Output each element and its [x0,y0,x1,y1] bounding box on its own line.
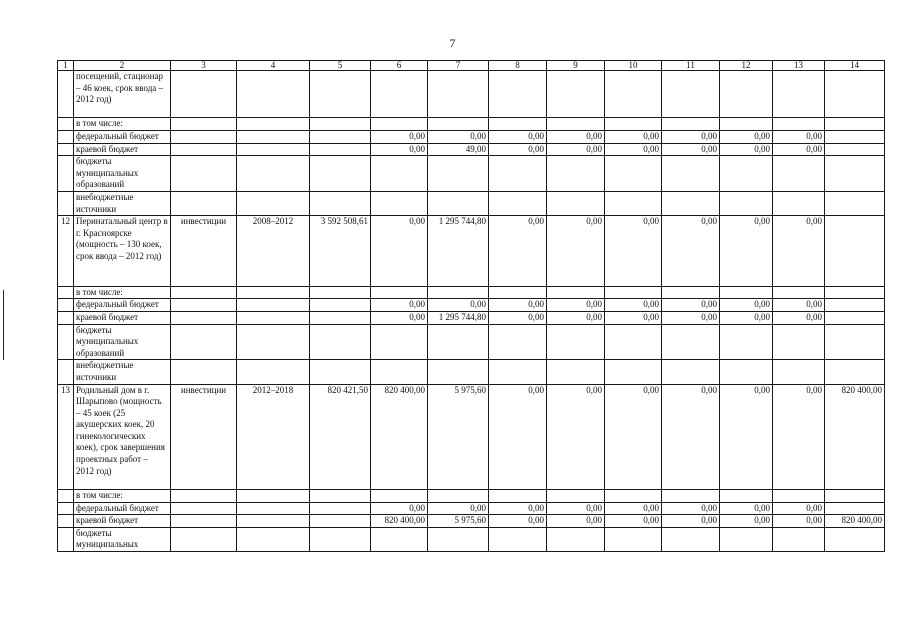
table-row-subitem [58,130,885,143]
year-value-cell: 0,00 [547,502,605,515]
year-value-cell: 0,00 [605,216,662,287]
row-number-cell: 12 [58,216,74,287]
year-value-cell [489,156,547,192]
year-value-cell [605,191,662,215]
financing-type-cell: инвестиции [171,216,237,287]
year-value-cell [371,286,428,299]
year-value-cell: 0,00 [662,502,720,515]
year-value-cell: 0,00 [662,299,720,312]
financing-type-cell [171,360,237,384]
page-number: 7 [449,36,456,50]
year-value-cell [428,71,489,118]
year-value-cell: 0,00 [489,299,547,312]
row-description-cell: федеральный бюджет [74,502,171,515]
total-cost-cell [310,502,371,515]
column-header: 12 [720,61,773,71]
year-value-cell [825,130,885,143]
row-description-cell: бюджеты муниципальных [74,527,171,551]
year-value-cell: 0,00 [605,515,662,528]
year-value-cell [489,324,547,360]
row-number-cell [58,156,74,192]
financing-type-cell [171,299,237,312]
year-value-cell [371,191,428,215]
financing-type-cell [171,71,237,118]
year-value-cell [773,156,825,192]
table-row-subitem [58,191,885,215]
year-value-cell: 0,00 [547,143,605,156]
year-value-cell [825,191,885,215]
period-cell [237,299,310,312]
financing-type-cell [171,324,237,360]
year-value-cell [489,118,547,131]
year-value-cell [825,118,885,131]
year-value-cell [720,489,773,502]
row-description-cell: Перинатальный центр в г. Красноярске (мощность – 130 коек, срок ввода – 2012 год) [74,216,171,287]
row-description-cell: в том числе: [74,286,171,299]
year-value-cell [720,527,773,551]
year-value-cell: 0,00 [720,216,773,287]
year-value-cell [605,71,662,118]
year-value-cell: 0,00 [773,143,825,156]
row-number-cell [58,299,74,312]
year-value-cell [371,71,428,118]
year-value-cell [371,489,428,502]
year-value-cell: 820 400,00 [371,384,428,489]
year-value-cell: 0,00 [720,502,773,515]
year-value-cell: 0,00 [371,130,428,143]
year-value-cell [547,191,605,215]
year-value-cell [720,118,773,131]
period-cell: 2012–2018 [237,384,310,489]
table-row-subitem [58,527,885,551]
year-value-cell: 0,00 [605,384,662,489]
table-header-row [58,61,885,71]
period-cell [237,360,310,384]
row-description-cell: в том числе: [74,489,171,502]
column-header: 1 [58,61,74,71]
table-row-subitem [58,71,885,118]
financing-type-cell [171,286,237,299]
year-value-cell [662,527,720,551]
year-value-cell: 0,00 [489,143,547,156]
row-description-cell: посещений, стационар – 46 коек, срок ввода – 2012 год) [74,71,171,118]
row-description-cell: в том числе: [74,118,171,131]
year-value-cell [605,156,662,192]
row-number-cell: 13 [58,384,74,489]
table-row-subitem [58,324,885,360]
year-value-cell: 0,00 [605,130,662,143]
financing-type-cell [171,118,237,131]
table-row-item [58,384,885,489]
year-value-cell: 0,00 [489,515,547,528]
year-value-cell [428,118,489,131]
year-value-cell [773,360,825,384]
year-value-cell: 0,00 [547,216,605,287]
period-cell [237,143,310,156]
year-value-cell [428,489,489,502]
total-cost-cell [310,130,371,143]
year-value-cell: 0,00 [773,515,825,528]
year-value-cell [662,286,720,299]
year-value-cell: 0,00 [489,384,547,489]
row-number-cell [58,191,74,215]
year-value-cell [720,156,773,192]
year-value-cell [825,143,885,156]
year-value-cell: 0,00 [720,143,773,156]
year-value-cell: 0,00 [428,130,489,143]
column-header: 2 [74,61,171,71]
year-value-cell [825,360,885,384]
row-description-cell: бюджеты муниципальных образований [74,324,171,360]
year-value-cell [825,489,885,502]
total-cost-cell [310,71,371,118]
period-cell [237,515,310,528]
column-header: 11 [662,61,720,71]
financing-type-cell [171,143,237,156]
row-description-cell: Родильный дом в г. Шарыпово (мощность – 45 коек (25 акушерских коек, 20 гинекологических коек), срок завершения проектных работ – 2012 год) [74,384,171,489]
year-value-cell: 0,00 [773,216,825,287]
year-value-cell: 0,00 [662,143,720,156]
year-value-cell [720,360,773,384]
period-cell [237,118,310,131]
total-cost-cell [310,118,371,131]
year-value-cell: 820 400,00 [825,384,885,489]
year-value-cell [547,527,605,551]
financing-type-cell [171,130,237,143]
column-header: 3 [171,61,237,71]
year-value-cell: 0,00 [371,502,428,515]
year-value-cell [371,156,428,192]
column-header: 5 [310,61,371,71]
year-value-cell [547,360,605,384]
table-row-subitem [58,286,885,299]
year-value-cell: 0,00 [662,384,720,489]
year-value-cell: 0,00 [605,299,662,312]
table-row-subitem [58,360,885,384]
year-value-cell: 1 295 744,80 [428,216,489,287]
year-value-cell [825,286,885,299]
year-value-cell [662,191,720,215]
year-value-cell [428,286,489,299]
year-value-cell: 0,00 [662,311,720,324]
row-number-cell [58,515,74,528]
row-number-cell [58,143,74,156]
year-value-cell: 0,00 [605,311,662,324]
year-value-cell: 0,00 [720,299,773,312]
year-value-cell [720,191,773,215]
year-value-cell [605,527,662,551]
total-cost-cell [310,191,371,215]
year-value-cell [825,502,885,515]
budget-table [57,60,885,552]
table-row-subitem [58,156,885,192]
year-value-cell: 0,00 [428,299,489,312]
year-value-cell [547,71,605,118]
year-value-cell [489,191,547,215]
year-value-cell: 0,00 [773,130,825,143]
year-value-cell [547,156,605,192]
year-value-cell [605,118,662,131]
total-cost-cell [310,156,371,192]
column-header: 9 [547,61,605,71]
year-value-cell [773,489,825,502]
column-header: 10 [605,61,662,71]
row-description-cell: бюджеты муниципальных образований [74,156,171,192]
financing-type-cell [171,191,237,215]
row-number-cell [58,324,74,360]
year-value-cell: 820 400,00 [825,515,885,528]
row-number-cell [58,286,74,299]
total-cost-cell [310,324,371,360]
period-cell [237,311,310,324]
year-value-cell: 0,00 [662,216,720,287]
row-description-cell: краевой бюджет [74,515,171,528]
year-value-cell: 0,00 [547,384,605,489]
total-cost-cell [310,143,371,156]
year-value-cell [605,489,662,502]
column-header: 6 [371,61,428,71]
year-value-cell: 0,00 [547,299,605,312]
period-cell [237,191,310,215]
year-value-cell [428,324,489,360]
year-value-cell: 0,00 [489,216,547,287]
total-cost-cell [310,527,371,551]
year-value-cell: 0,00 [720,311,773,324]
period-cell [237,527,310,551]
year-value-cell: 0,00 [662,130,720,143]
financing-type-cell [171,156,237,192]
row-description-cell: краевой бюджет [74,311,171,324]
year-value-cell: 0,00 [547,311,605,324]
row-number-cell [58,502,74,515]
year-value-cell [662,360,720,384]
year-value-cell [371,360,428,384]
year-value-cell [825,324,885,360]
year-value-cell: 0,00 [371,311,428,324]
year-value-cell [662,118,720,131]
year-value-cell [662,156,720,192]
year-value-cell [605,324,662,360]
table-row-subitem [58,489,885,502]
year-value-cell [428,191,489,215]
year-value-cell [605,286,662,299]
year-value-cell: 1 295 744,80 [428,311,489,324]
year-value-cell [489,489,547,502]
table-row-subitem [58,299,885,312]
year-value-cell: 0,00 [773,299,825,312]
total-cost-cell: 3 592 508,61 [310,216,371,287]
year-value-cell [773,118,825,131]
total-cost-cell [310,299,371,312]
year-value-cell: 0,00 [547,515,605,528]
year-value-cell: 0,00 [371,216,428,287]
year-value-cell: 0,00 [605,143,662,156]
financing-type-cell [171,489,237,502]
year-value-cell [773,286,825,299]
year-value-cell [825,156,885,192]
year-value-cell [825,299,885,312]
row-description-cell: федеральный бюджет [74,299,171,312]
year-value-cell [547,286,605,299]
year-value-cell: 0,00 [720,130,773,143]
column-header: 4 [237,61,310,71]
financing-type-cell [171,515,237,528]
column-header: 8 [489,61,547,71]
year-value-cell [428,360,489,384]
row-description-cell: внебюджетные источники [74,360,171,384]
year-value-cell [773,527,825,551]
year-value-cell [662,489,720,502]
year-value-cell: 0,00 [489,311,547,324]
row-number-cell [58,527,74,551]
year-value-cell [825,527,885,551]
total-cost-cell: 820 421,50 [310,384,371,489]
year-value-cell: 820 400,00 [371,515,428,528]
year-value-cell: 0,00 [720,384,773,489]
period-cell [237,324,310,360]
total-cost-cell [310,286,371,299]
year-value-cell: 0,00 [428,502,489,515]
period-cell [237,130,310,143]
year-value-cell [489,527,547,551]
year-value-cell: 0,00 [773,384,825,489]
period-cell [237,489,310,502]
year-value-cell: 0,00 [371,299,428,312]
table-row-subitem [58,515,885,528]
total-cost-cell [310,311,371,324]
year-value-cell [720,324,773,360]
year-value-cell [825,216,885,287]
year-value-cell [773,71,825,118]
year-value-cell [489,360,547,384]
year-value-cell: 0,00 [662,515,720,528]
column-header: 13 [773,61,825,71]
period-cell [237,286,310,299]
financing-type-cell: инвестиции [171,384,237,489]
total-cost-cell [310,515,371,528]
row-number-cell [58,311,74,324]
period-cell [237,156,310,192]
year-value-cell [428,527,489,551]
row-number-cell [58,71,74,118]
financing-type-cell [171,502,237,515]
year-value-cell [773,191,825,215]
table-row-item [58,216,885,287]
row-description-cell: федеральный бюджет [74,130,171,143]
period-cell [237,71,310,118]
year-value-cell [371,527,428,551]
year-value-cell: 49,00 [428,143,489,156]
year-value-cell [773,324,825,360]
year-value-cell [371,324,428,360]
row-description-cell: внебюджетные источники [74,191,171,215]
year-value-cell: 0,00 [371,143,428,156]
table-row-subitem [58,118,885,131]
year-value-cell: 0,00 [547,130,605,143]
year-value-cell: 0,00 [773,311,825,324]
year-value-cell [547,489,605,502]
row-number-cell [58,130,74,143]
row-description-cell: краевой бюджет [74,143,171,156]
year-value-cell [662,324,720,360]
total-cost-cell [310,360,371,384]
year-value-cell [720,286,773,299]
column-header: 7 [428,61,489,71]
year-value-cell [489,71,547,118]
year-value-cell [605,360,662,384]
year-value-cell [662,71,720,118]
year-value-cell: 0,00 [605,502,662,515]
year-value-cell [825,311,885,324]
row-number-cell [58,360,74,384]
period-cell: 2008–2012 [237,216,310,287]
year-value-cell [825,71,885,118]
year-value-cell: 0,00 [489,502,547,515]
table-row-subitem [58,143,885,156]
year-value-cell [428,156,489,192]
year-value-cell: 5 975,60 [428,384,489,489]
row-number-cell [58,489,74,502]
table-row-subitem [58,502,885,515]
financing-type-cell [171,311,237,324]
year-value-cell [547,324,605,360]
year-value-cell: 0,00 [720,515,773,528]
financing-type-cell [171,527,237,551]
year-value-cell [720,71,773,118]
year-value-cell [371,118,428,131]
scan-margin-line [3,290,4,360]
year-value-cell: 0,00 [773,502,825,515]
year-value-cell [489,286,547,299]
column-header: 14 [825,61,885,71]
period-cell [237,502,310,515]
total-cost-cell [310,489,371,502]
table-row-subitem [58,311,885,324]
year-value-cell: 5 975,60 [428,515,489,528]
row-number-cell [58,118,74,131]
year-value-cell [547,118,605,131]
year-value-cell: 0,00 [489,130,547,143]
